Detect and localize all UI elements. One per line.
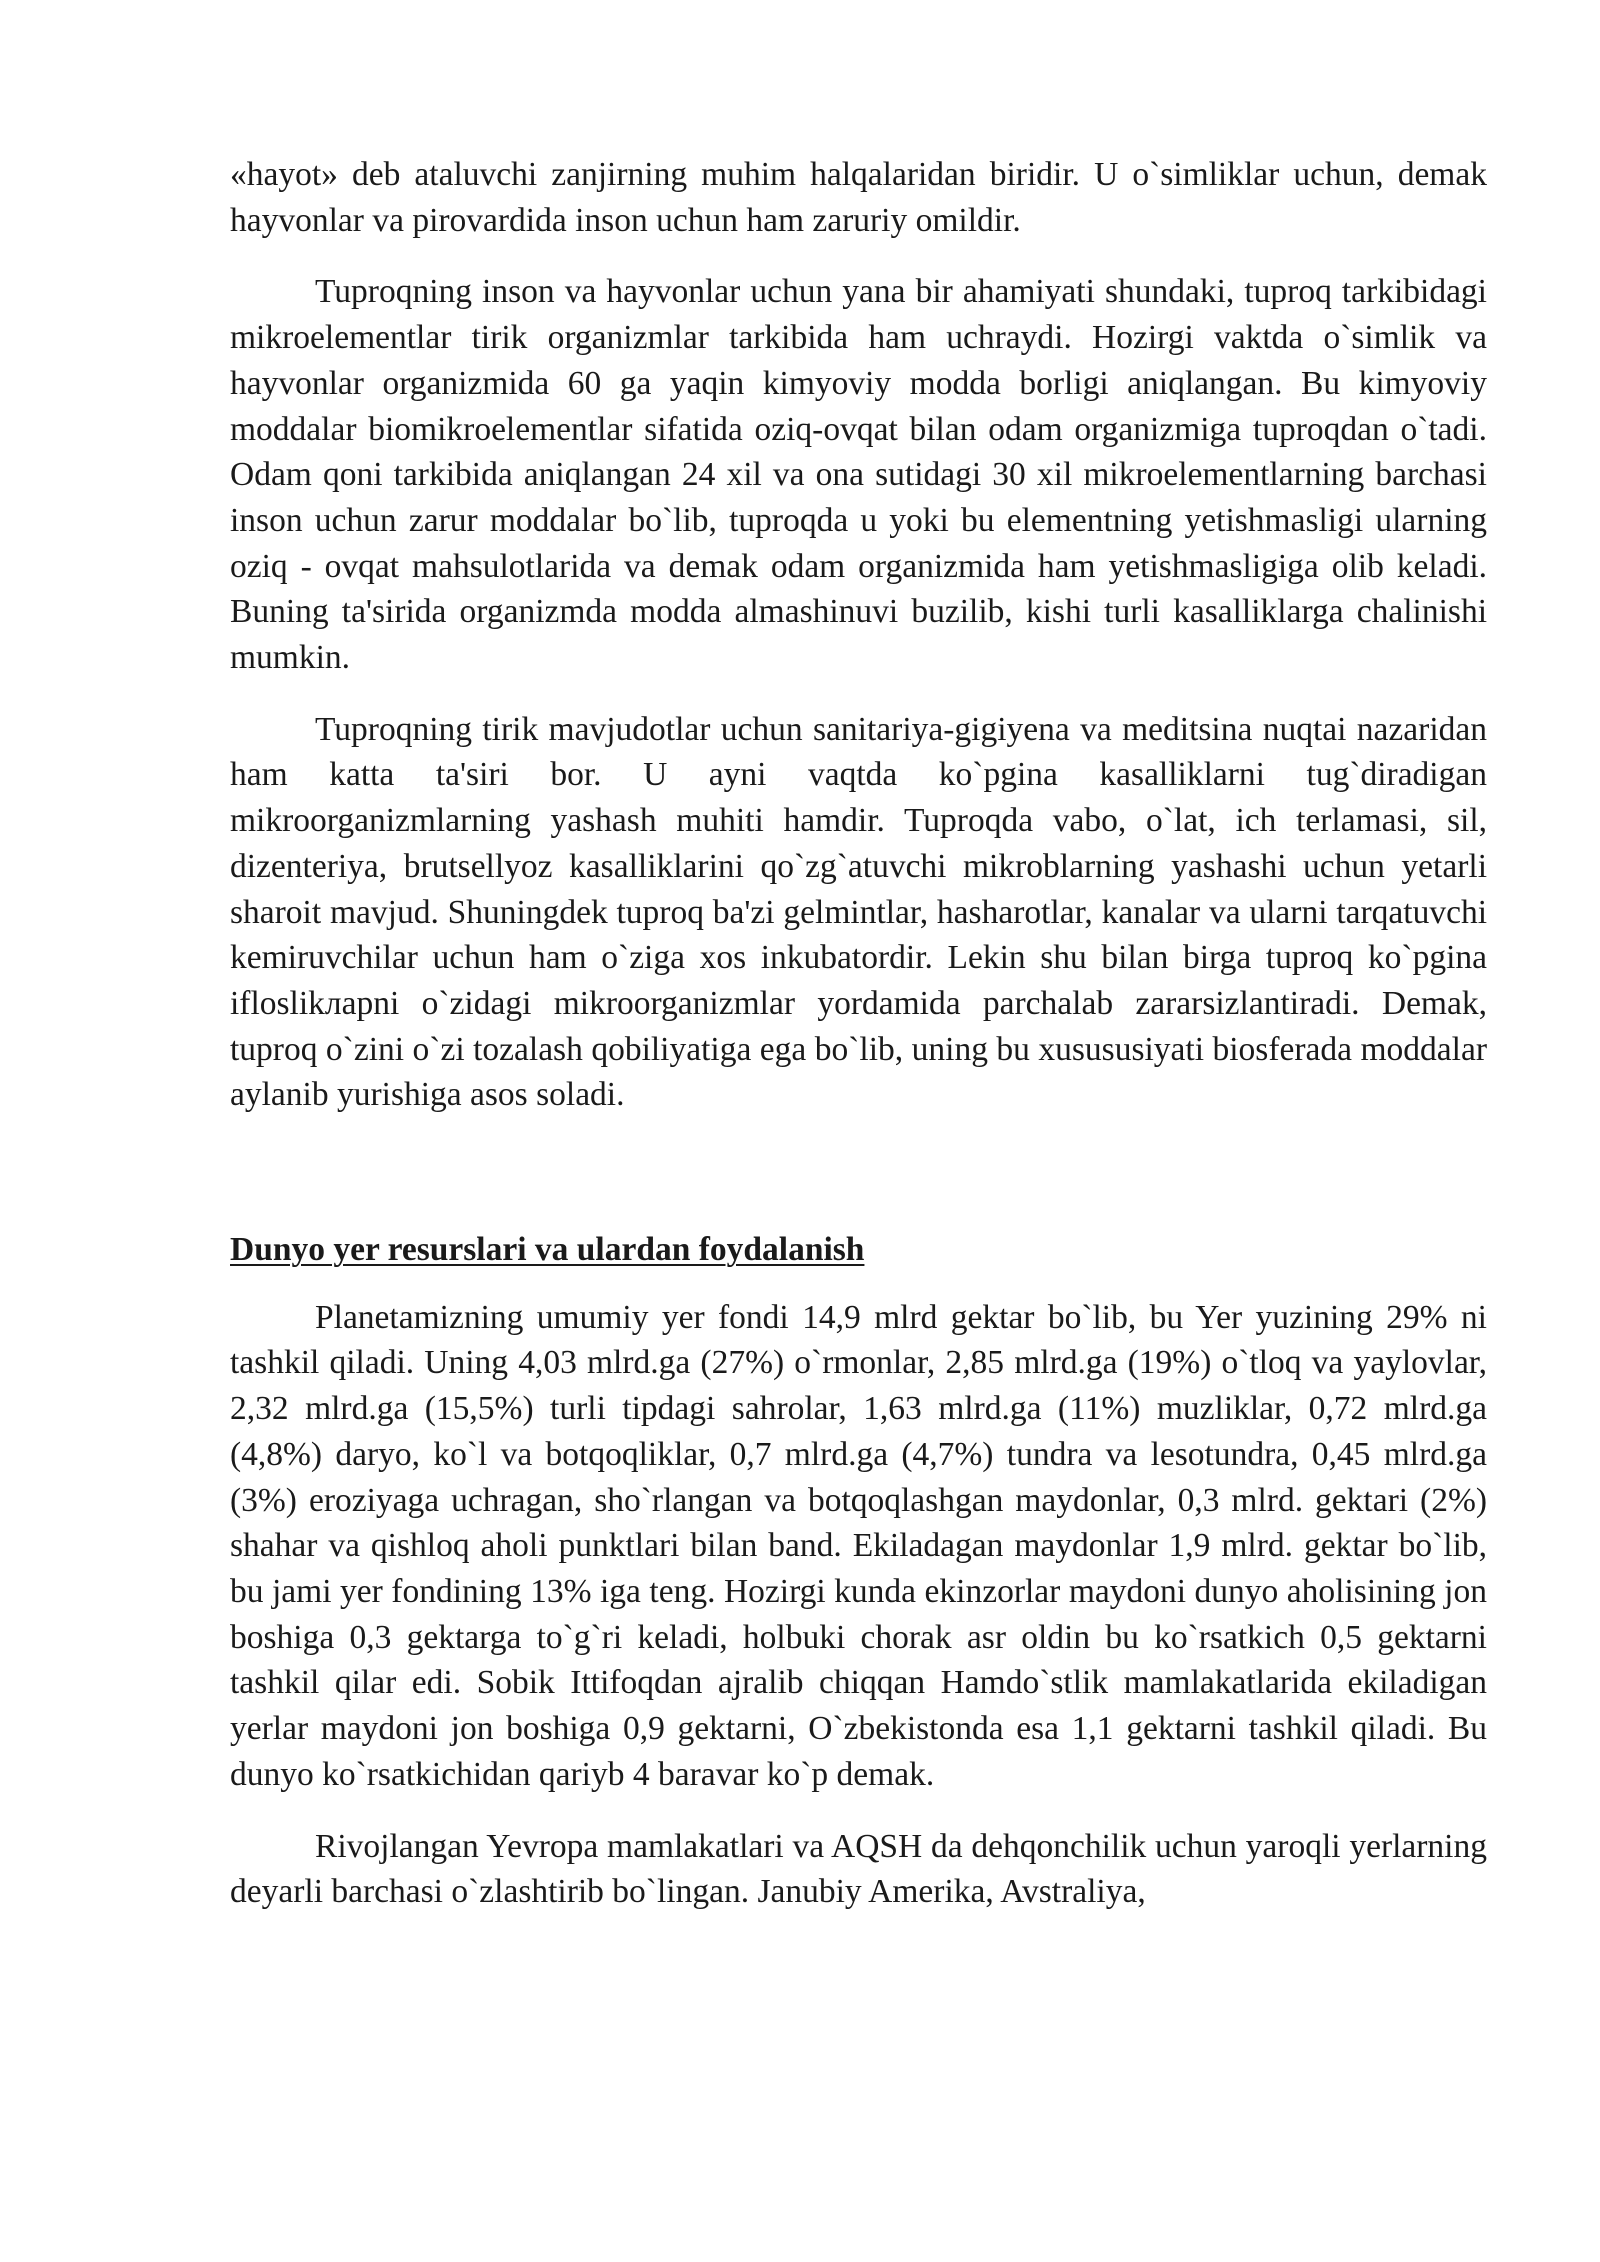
section-heading: Dunyo yer resurslari va ulardan foydalanish	[230, 1231, 865, 1269]
document-page	[230, 152, 1487, 1941]
paragraph-soil-sanitary: Tuproqning tirik mavjudotlar uchun sanitariya-gigiyena va meditsina nuqtai nazaridan ham katta ta'siri bor. U ayni vaqtda ko`pgina kasalliklarni tug`diradigan mikroorganizmlarning yashash muhiti hamdir. Tuproqda vabo, o`lat, ich terlamasi, sil, dizenteriya, brutsellyoz kasalliklarini qo`zg`atuvchi mikroblarning yashashi uchun yetarli sharoit mavjud. Shuningdek tuproq ba'zi gelmintlar, hasharotlar, kanalar va ularni tarqatuvchi kemiruvchilar uchun ham o`ziga xos inkubatordir. Lekin shu bilan birga tuproq ko`pgina ifloslikларni o`zidagi mikroorganizmlar yordamida parchalab zararsizlantiradi. Demak, tuproq o`zini o`zi tozalash qobiliyatiga ega bo`lib, uning bu xusususiyati biosferada moddalar aylanib yurishiga asos soladi.	[230, 710, 1487, 1114]
paragraph-developed-countries: Rivojlangan Yevropa mamlakatlari va AQSH da dehqonchilik uchun yaroqli yerlarning deyarli barchasi o`zlashtirib bo`lingan. Janubiy Amerika, Avstraliya,	[230, 1827, 1487, 1911]
paragraph-hayot-chain: «hayot» deb ataluvchi zanjirning muhim halqalaridan biridir. U o`simliklar uchun, demak hayvonlar va pirovardida inson uchun ham zaruriy omildir.	[230, 156, 1487, 239]
paragraph-land-fund: Planetamizning umumiy yer fondi 14,9 mlrd gektar bo`lib, bu Yer yuzining 29% ni tashkil qiladi. Uning 4,03 mlrd.ga (27%) o`rmonlar, 2,85 mlrd.ga (19%) o`tloq va yaylovlar, 2,32 mlrd.ga (15,5%) turli tipdagi sahrolar, 1,63 mlrd.ga (11%) muzliklar, 0,72 mlrd.ga (4,8%) daryo, ko`l va botqoqliklar, 0,7 mlrd.ga (4,7%) tundra va lesotundra, 0,45 mlrd.ga (3%) eroziyaga uchragan, sho`rlangan va botqoqlashgan maydonlar, 0,3 mlrd. gektari (2%) shahar va qishloq aholi punktlari bilan band. Ekiladagan maydonlar 1,9 mlrd. gektar bo`lib, bu jami yer fondining 13% iga teng. Hozirgi kunda ekinzorlar maydoni dunyo aholisining jon boshiga 0,3 gektarga to`g`ri keladi, holbuki chorak asr oldin bu ko`rsatkich 0,5 gektarni tashkil qilar edi. Sobik Ittifoqdan ajralib chiqqan Hamdo`stlik mamlakatlarida ekiladigan yerlar maydoni jon boshiga 0,9 gektarni, O`zbekistonda esa 1,1 gektarni tashkil qiladi. Bu dunyo ko`rsatkichidan qariyb 4 baravar ko`p demak.	[230, 1298, 1487, 1793]
paragraph-soil-microelements: Tuproqning inson va hayvonlar uchun yana bir ahamiyati shundaki, tuproq tarkibidagi mikroelementlar tirik organizmlar tarkibida ham uchraydi. Hozirgi vaktda o`simlik va hayvonlar organizmida 60 ga yaqin kimyoviy modda borligi aniqlangan. Bu kimyoviy moddalar biomikroelementlar sifatida oziq-ovqat bilan odam organizmiga tuproqdan o`tadi. Odam qoni tarkibida aniqlangan 24 xil va ona sutidagi 30 xil mikroelementlarning barchasi inson uchun zarur moddalar bo`lib, tuproqda u yoki bu elementning yetishmasligi ularning oziq - ovqat mahsulotlarida va demak odam organizmida ham yetishmasligiga olib keladi. Buning ta'sirida organizmda modda almashinuvi buzilib, kishi turli kasalliklarga chalinishi mumkin.	[230, 273, 1487, 677]
